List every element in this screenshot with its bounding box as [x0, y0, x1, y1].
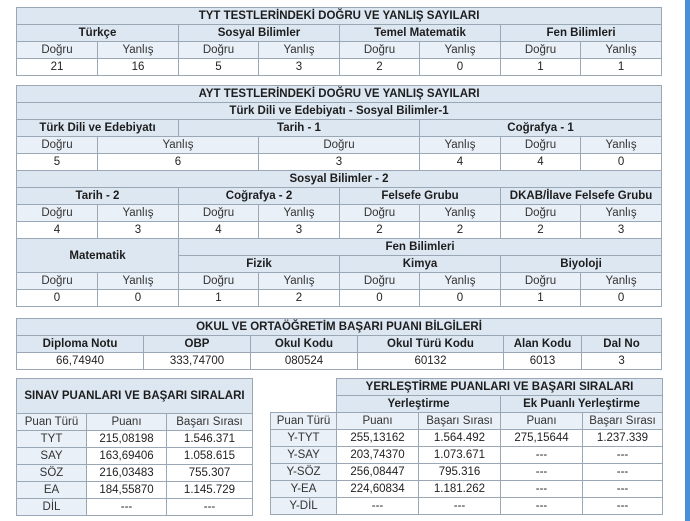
sinav-title: SINAV PUANLARI VE BAŞARI SIRALARI — [17, 379, 253, 414]
ayt-label: Doğru — [179, 273, 259, 290]
ayt-table — [16, 85, 662, 307]
yerlestirme-title: YERLEŞTİRME PUANLARI VE BAŞARI SIRALARI — [337, 379, 663, 396]
tyt-value: 16 — [98, 59, 179, 76]
tyt-subject-fen: Fen Bilimleri — [501, 25, 662, 42]
tyt-label: Yanlış — [259, 42, 340, 59]
ayt-subject-kimya: Kimya — [340, 256, 501, 273]
obp-value-okul-turu: 60132 — [358, 353, 504, 370]
ayt-subject-tarih1: Tarih - 1 — [179, 120, 420, 137]
tyt-subject-sosyal: Sosyal Bilimler — [179, 25, 340, 42]
yerlestirme-table — [270, 378, 663, 515]
obp-value-diploma: 66,74940 — [17, 353, 144, 370]
yerlestirme-corner — [271, 379, 337, 413]
yer-puani: 203,74370 — [337, 447, 419, 464]
ayt-group1-title: Türk Dili ve Edebiyatı - Sosyal Bilimler-1 — [17, 103, 662, 120]
ayt-value: 2 — [501, 222, 581, 239]
sinav-header-puan-turu: Puan Türü — [17, 414, 87, 431]
ek-puani: --- — [501, 464, 583, 481]
obp-header-diploma: Diploma Notu — [17, 336, 144, 353]
sinav-puani: 163,69406 — [87, 448, 167, 465]
ayt-subject-biyoloji: Biyoloji — [501, 256, 662, 273]
tyt-value: 1 — [581, 59, 662, 76]
ayt-label: Yanlış — [581, 205, 662, 222]
tyt-value: 3 — [259, 59, 340, 76]
yer-puani: 224,60834 — [337, 481, 419, 498]
sinav-header-basari-sirasi: Başarı Sırası — [167, 414, 253, 431]
sinav-puan-turu: EA — [17, 482, 87, 499]
ayt-value: 4 — [17, 222, 98, 239]
scrollbar-thumb[interactable] — [685, 0, 690, 521]
sinav-puan-turu: TYT — [17, 431, 87, 448]
ek-header-puani: Puanı — [501, 413, 583, 430]
tyt-subject-matematik: Temel Matematik — [340, 25, 501, 42]
sinav-basari-sirasi: 1.546.371 — [167, 431, 253, 448]
ek-basari-sirasi: --- — [583, 447, 663, 464]
sinav-puani: 216,03483 — [87, 465, 167, 482]
yer-header-basari-sirasi: Başarı Sırası — [419, 413, 501, 430]
obp-header-dal-no: Dal No — [582, 336, 662, 353]
ayt-subject-tarih2: Tarih - 2 — [17, 188, 179, 205]
ayt-value: 0 — [340, 290, 420, 307]
tyt-value: 1 — [501, 59, 581, 76]
ayt-label: Doğru — [340, 205, 420, 222]
ayt-label: Doğru — [501, 205, 581, 222]
sinav-header-puani: Puanı — [87, 414, 167, 431]
ayt-value: 2 — [420, 222, 501, 239]
ayt-value: 3 — [259, 154, 420, 171]
ek-puani: --- — [501, 498, 583, 515]
ayt-label: Yanlış — [420, 205, 501, 222]
ayt-label: Yanlış — [259, 205, 340, 222]
tyt-title: TYT TESTLERİNDEKİ DOĞRU VE YANLIŞ SAYILARI — [17, 8, 662, 25]
yer-puan-turu: Y-DİL — [271, 498, 337, 515]
yer-puan-turu: Y-SÖZ — [271, 464, 337, 481]
ek-puani: --- — [501, 481, 583, 498]
yer-puan-turu: Y-EA — [271, 481, 337, 498]
ayt-value: 1 — [179, 290, 259, 307]
sinav-puan-turu: SAY — [17, 448, 87, 465]
yer-basari-sirasi: --- — [419, 498, 501, 515]
yer-puani: --- — [337, 498, 419, 515]
ayt-value: 0 — [420, 290, 501, 307]
sinav-basari-sirasi: 1.058.615 — [167, 448, 253, 465]
obp-header-okul-kodu: Okul Kodu — [251, 336, 358, 353]
tyt-subject-turkce: Türkçe — [17, 25, 179, 42]
obp-value-alan-kodu: 6013 — [504, 353, 582, 370]
yer-puan-turu: Y-SAY — [271, 447, 337, 464]
ek-puanli-subtitle: Ek Puanlı Yerleştirme — [501, 396, 663, 413]
ayt-value: 4 — [420, 154, 501, 171]
ayt-value: 0 — [581, 154, 662, 171]
ayt-label: Yanlış — [581, 273, 662, 290]
yer-puani: 255,13162 — [337, 430, 419, 447]
yer-basari-sirasi: 1.564.492 — [419, 430, 501, 447]
ayt-label: Doğru — [501, 273, 581, 290]
ayt-label: Yanlış — [259, 273, 340, 290]
obp-title: OKUL VE ORTAÖĞRETİM BAŞARI PUANI BİLGİLERİ — [17, 319, 662, 336]
ayt-label: Doğru — [17, 273, 98, 290]
sinav-basari-sirasi: --- — [167, 499, 253, 516]
yer-header-puan-turu: Puan Türü — [271, 413, 337, 430]
ayt-label: Doğru — [340, 273, 420, 290]
ayt-value: 0 — [98, 290, 179, 307]
yer-header-puani: Puanı — [337, 413, 419, 430]
tyt-value: 5 — [179, 59, 259, 76]
obp-value-dal-no: 3 — [582, 353, 662, 370]
ayt-label: Yanlış — [420, 137, 501, 154]
ayt-value: 5 — [17, 154, 98, 171]
ayt-value: 2 — [259, 290, 340, 307]
sinav-table — [16, 378, 253, 516]
ek-basari-sirasi: --- — [583, 481, 663, 498]
yerlestirme-subtitle: Yerleştirme — [337, 396, 501, 413]
yer-basari-sirasi: 795.316 — [419, 464, 501, 481]
ayt-value: 6 — [98, 154, 259, 171]
ayt-subject-matematik: Matematik — [17, 239, 179, 273]
tyt-label: Doğru — [340, 42, 420, 59]
ayt-label: Doğru — [17, 137, 98, 154]
ek-basari-sirasi: --- — [583, 498, 663, 515]
ayt-subject-edebiyat: Türk Dili ve Edebiyatı — [17, 120, 179, 137]
ayt-value: 3 — [98, 222, 179, 239]
yer-puani: 256,08447 — [337, 464, 419, 481]
ayt-science-title: Fen Bilimleri — [179, 239, 662, 256]
tyt-label: Doğru — [179, 42, 259, 59]
sinav-puani: 215,08198 — [87, 431, 167, 448]
ayt-value: 1 — [501, 290, 581, 307]
tyt-label: Doğru — [501, 42, 581, 59]
yer-basari-sirasi: 1.073.671 — [419, 447, 501, 464]
tyt-label: Yanlış — [420, 42, 501, 59]
ayt-group2-title: Sosyal Bilimler - 2 — [17, 171, 662, 188]
ek-puani: 275,15644 — [501, 430, 583, 447]
page-scrollbar[interactable] — [685, 0, 690, 521]
ek-puani: --- — [501, 447, 583, 464]
ayt-label: Yanlış — [420, 273, 501, 290]
ayt-value: 4 — [501, 154, 581, 171]
tyt-label: Yanlış — [98, 42, 179, 59]
tyt-table — [16, 7, 662, 76]
ayt-subject-dkab: DKAB/İlave Felsefe Grubu — [501, 188, 662, 205]
ayt-label: Doğru — [259, 137, 420, 154]
ayt-title: AYT TESTLERİNDEKİ DOĞRU VE YANLIŞ SAYILARI — [17, 86, 662, 103]
sinav-basari-sirasi: 1.145.729 — [167, 482, 253, 499]
obp-header-obp: OBP — [144, 336, 251, 353]
ayt-label: Yanlış — [98, 273, 179, 290]
sinav-puani: 184,55870 — [87, 482, 167, 499]
ayt-label: Yanlış — [581, 137, 662, 154]
ayt-value: 2 — [340, 222, 420, 239]
obp-table — [16, 318, 662, 370]
ayt-value: 0 — [581, 290, 662, 307]
tyt-value: 0 — [420, 59, 501, 76]
ayt-subject-felsefe: Felsefe Grubu — [340, 188, 501, 205]
tyt-label: Yanlış — [581, 42, 662, 59]
ek-basari-sirasi: --- — [583, 464, 663, 481]
sinav-basari-sirasi: 755.307 — [167, 465, 253, 482]
ek-basari-sirasi: 1.237.339 — [583, 430, 663, 447]
ayt-label: Doğru — [501, 137, 581, 154]
obp-value-okul-kodu: 080524 — [251, 353, 358, 370]
ayt-subject-cografya2: Coğrafya - 2 — [179, 188, 340, 205]
sinav-puan-turu: SÖZ — [17, 465, 87, 482]
yer-puan-turu: Y-TYT — [271, 430, 337, 447]
sinav-puan-turu: DİL — [17, 499, 87, 516]
ek-header-basari-sirasi: Başarı Sırası — [583, 413, 663, 430]
ayt-label: Yanlış — [98, 205, 179, 222]
yer-basari-sirasi: 1.181.262 — [419, 481, 501, 498]
sinav-puani: --- — [87, 499, 167, 516]
tyt-label: Doğru — [17, 42, 98, 59]
tyt-value: 2 — [340, 59, 420, 76]
obp-header-okul-turu: Okul Türü Kodu — [358, 336, 504, 353]
ayt-value: 3 — [581, 222, 662, 239]
ayt-label: Yanlış — [98, 137, 259, 154]
ayt-value: 3 — [259, 222, 340, 239]
ayt-subject-cografya1: Coğrafya - 1 — [420, 120, 662, 137]
obp-value-obp: 333,74700 — [144, 353, 251, 370]
ayt-subject-fizik: Fizik — [179, 256, 340, 273]
ayt-label: Doğru — [179, 205, 259, 222]
obp-header-alan-kodu: Alan Kodu — [504, 336, 582, 353]
ayt-value: 4 — [179, 222, 259, 239]
ayt-value: 0 — [17, 290, 98, 307]
ayt-label: Doğru — [17, 205, 98, 222]
tyt-value: 21 — [17, 59, 98, 76]
